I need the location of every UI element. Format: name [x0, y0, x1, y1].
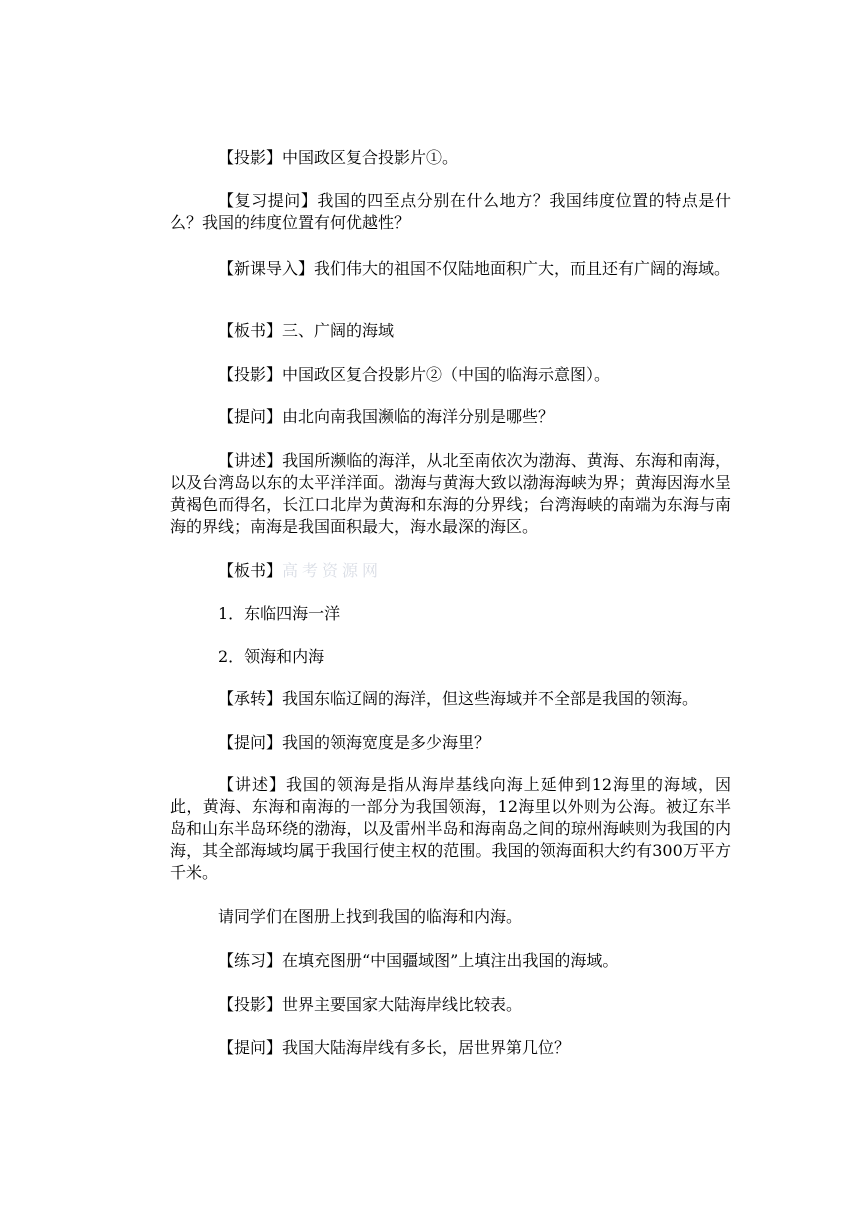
outline-item-1: 1．东临四海一洋	[218, 604, 341, 623]
paragraph-new-lesson: 【新课导入】我们伟大的祖国不仅陆地面积广大，而且还有广阔的海域。	[218, 259, 731, 278]
faint-watermark-text: 高考资源网	[282, 561, 383, 580]
paragraph-projection-1: 【投影】中国政区复合投影片①。	[218, 148, 459, 167]
paragraph-lecture-seas: 【讲述】我国所濒临的海洋，从北至南依次为渤海、黄海、东海和南海，以及台湾岛以东的太平洋洋面。渤海与黄海大致以渤海海峡为界；黄海因海水呈黄褐色而得名，长江口北岸为黄海和东海的分界线；台湾海峡的南端为东海与南海的界线；南海是我国面积最大，海水最深的海区。	[170, 451, 731, 536]
paragraph-question-territorial: 【提问】我国的领海宽度是多少海里？	[218, 733, 491, 752]
outline-item-2: 2．领海和内海	[218, 647, 325, 666]
paragraph-question-seas: 【提问】由北向南我国濒临的海洋分别是哪些？	[218, 407, 555, 426]
paragraph-review-question: 【复习提问】我国的四至点分别在什么地方？我国纬度位置的特点是什么？我国的纬度位置有何优越性？	[170, 191, 731, 232]
paragraph-lecture-territorial: 【讲述】我国的领海是指从海岸基线向海上延伸到12海里的海域，因此，黄海、东海和南海的一部分为我国领海，12海里以外则为公海。被辽东半岛和山东半岛环绕的渤海，以及雷州半岛和海南岛之间的琼州海峡则为我国的内海，其全部海域均属于我国行使主权的范围。我国的领海面积大约有300万平方千米。	[170, 775, 731, 882]
paragraph-projection-2: 【投影】中国政区复合投影片②（中国的临海示意图）。	[218, 365, 611, 384]
paragraph-board-outline	[170, 560, 731, 582]
paragraph-find-in-atlas: 请同学们在图册上找到我国的临海和内海。	[218, 907, 523, 926]
paragraph-exercise: 【练习】在填充图册“中国疆域图”上填注出我国的海域。	[218, 951, 619, 970]
paragraph-question-coastline: 【提问】我国大陆海岸线有多长，居世界第几位？	[218, 1038, 571, 1057]
paragraph-board-heading: 【板书】三、广阔的海域	[218, 321, 395, 340]
paragraph-projection-3: 【投影】世界主要国家大陆海岸线比较表。	[218, 995, 523, 1014]
paragraph-transition: 【承转】我国东临辽阔的海洋，但这些海域并不全部是我国的领海。	[218, 689, 699, 708]
board-label: 【板书】	[218, 561, 283, 580]
